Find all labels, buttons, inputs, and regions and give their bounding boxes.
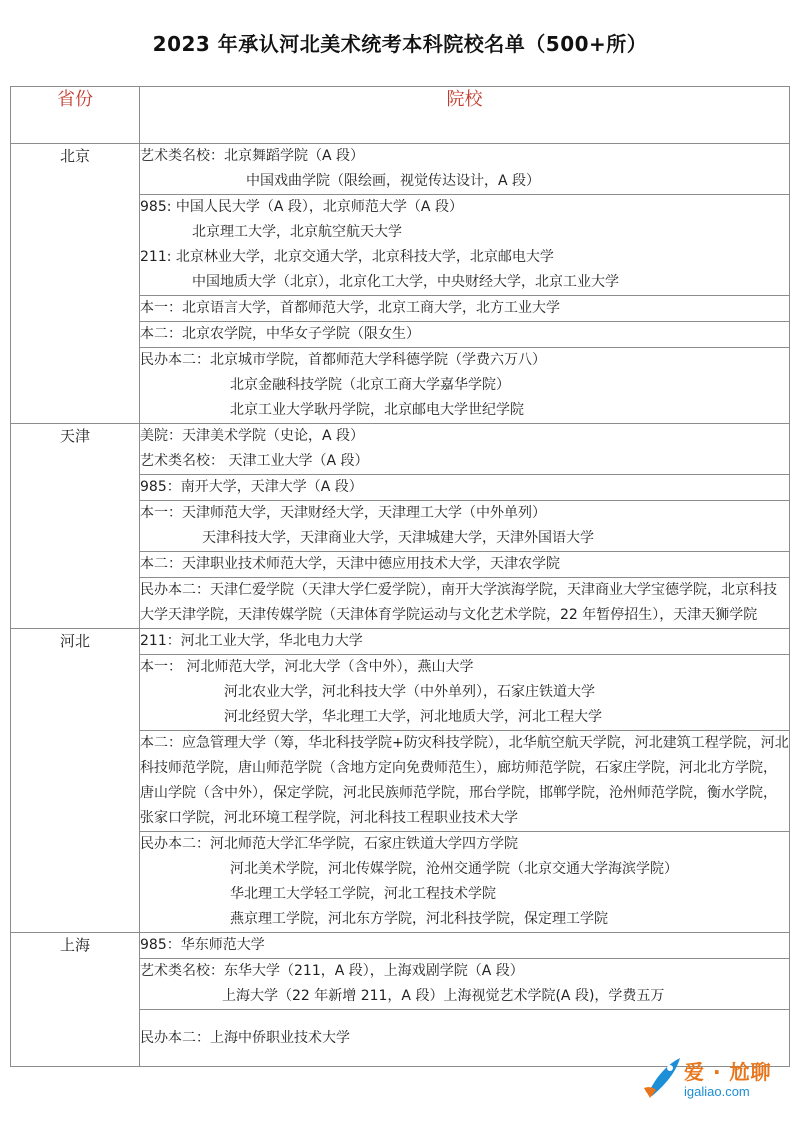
province-tianjin: 天津: [11, 424, 140, 629]
table-row: [11, 629, 790, 655]
beijing-tier2: 本二：北京农学院，中华女子学院（限女生）: [140, 322, 790, 348]
province-hebei: 河北: [11, 629, 140, 933]
beijing-art-schools: 艺术类名校：北京舞蹈学院（A 段） 中国戏曲学院（限绘画，视觉传达设计，A 段）: [140, 144, 790, 195]
shanghai-985: 985：华东师范大学: [140, 933, 790, 959]
header-schools: 院校: [140, 87, 790, 144]
table-header-row: [11, 87, 790, 144]
watermark-brand: 爱 · 尬聊: [684, 1060, 772, 1084]
tianjin-art-schools: 美院：天津美术学院（史论，A 段） 艺术类名校： 天津工业大学（A 段）: [140, 424, 790, 475]
shanghai-private: 民办本二：上海中侨职业技术大学: [140, 1010, 790, 1067]
table-row: [11, 424, 790, 475]
tianjin-985: 985：南开大学，天津大学（A 段）: [140, 475, 790, 501]
province-beijing: 北京: [11, 144, 140, 424]
beijing-private: 民办本二：北京城市学院，首都师范大学科德学院（学费六万八） 北京金融科技学院（北京工商大学嘉华学院） 北京工业大学耿丹学院，北京邮电大学世纪学院: [140, 348, 790, 424]
hebei-tier1: 本一： 河北师范大学，河北大学（含中外），燕山大学 河北农业大学，河北科技大学（中外单列），石家庄铁道大学 河北经贸大学，华北理工大学，河北地质大学，河北工程大学: [140, 655, 790, 731]
hebei-tier2: 本二：应急管理大学（筹，华北科技学院+防灾科技学院），北华航空航天学院，河北建筑工程学院，河北科技师范学院，唐山师范学院（含地方定向免费师范生），廊坊师范学院，石家庄学院，河北北方学院，唐山学院（含中外），保定学院，河北民族师范学院，邢台学院，邯郸学院，沧州师范学院，衡水学院，张家口学院，河北环境工程学院，河北科技工程职业技术大学: [140, 731, 790, 832]
table-row: [11, 144, 790, 195]
table-row: [11, 933, 790, 959]
beijing-985-211: 985: 中国人民大学（A 段），北京师范大学（A 段） 北京理工大学，北京航空航天大学 211: 北京林业大学，北京交通大学，北京科技大学，北京邮电大学 中国地质大学（北京），北京化工大学，中央财经大学，北京工业大学: [140, 195, 790, 296]
tianjin-tier1: 本一：天津师范大学，天津财经大学，天津理工大学（中外单列） 天津科技大学，天津商业大学，天津城建大学，天津外国语大学: [140, 501, 790, 552]
hebei-private: 民办本二：河北师范大学汇华学院，石家庄铁道大学四方学院 河北美术学院，河北传媒学院，沧州交通学院（北京交通大学海滨学院） 华北理工大学轻工学院，河北工程技术学院 燕京理工学院，河北东方学院，河北科技学院，保定理工学院: [140, 832, 790, 933]
rocket-icon: [640, 1050, 684, 1106]
hebei-211: 211：河北工业大学，华北电力大学: [140, 629, 790, 655]
beijing-tier1: 本一：北京语言大学，首都师范大学，北京工商大学，北方工业大学: [140, 296, 790, 322]
school-table: [10, 86, 790, 1067]
watermark-logo: [640, 1050, 790, 1110]
tianjin-private: 民办本二：天津仁爱学院（天津大学仁爱学院），南开大学滨海学院，天津商业大学宝德学院，北京科技大学天津学院，天津传媒学院（天津体育学院运动与文化艺术学院，22 年暂停招生），天津天狮学院: [140, 578, 790, 629]
province-shanghai: 上海: [11, 933, 140, 1067]
header-province: 省份: [11, 87, 140, 144]
tianjin-tier2: 本二：天津职业技术师范大学，天津中德应用技术大学，天津农学院: [140, 552, 790, 578]
page-title: 2023 年承认河北美术统考本科院校名单（500+所）: [152, 32, 648, 56]
watermark-site: igaliao.com: [684, 1084, 750, 1099]
shanghai-art-schools: 艺术类名校：东华大学（211，A 段），上海戏剧学院（A 段） 上海大学（22 年新增 211，A 段）上海视觉艺术学院(A 段)，学费五万: [140, 959, 790, 1010]
